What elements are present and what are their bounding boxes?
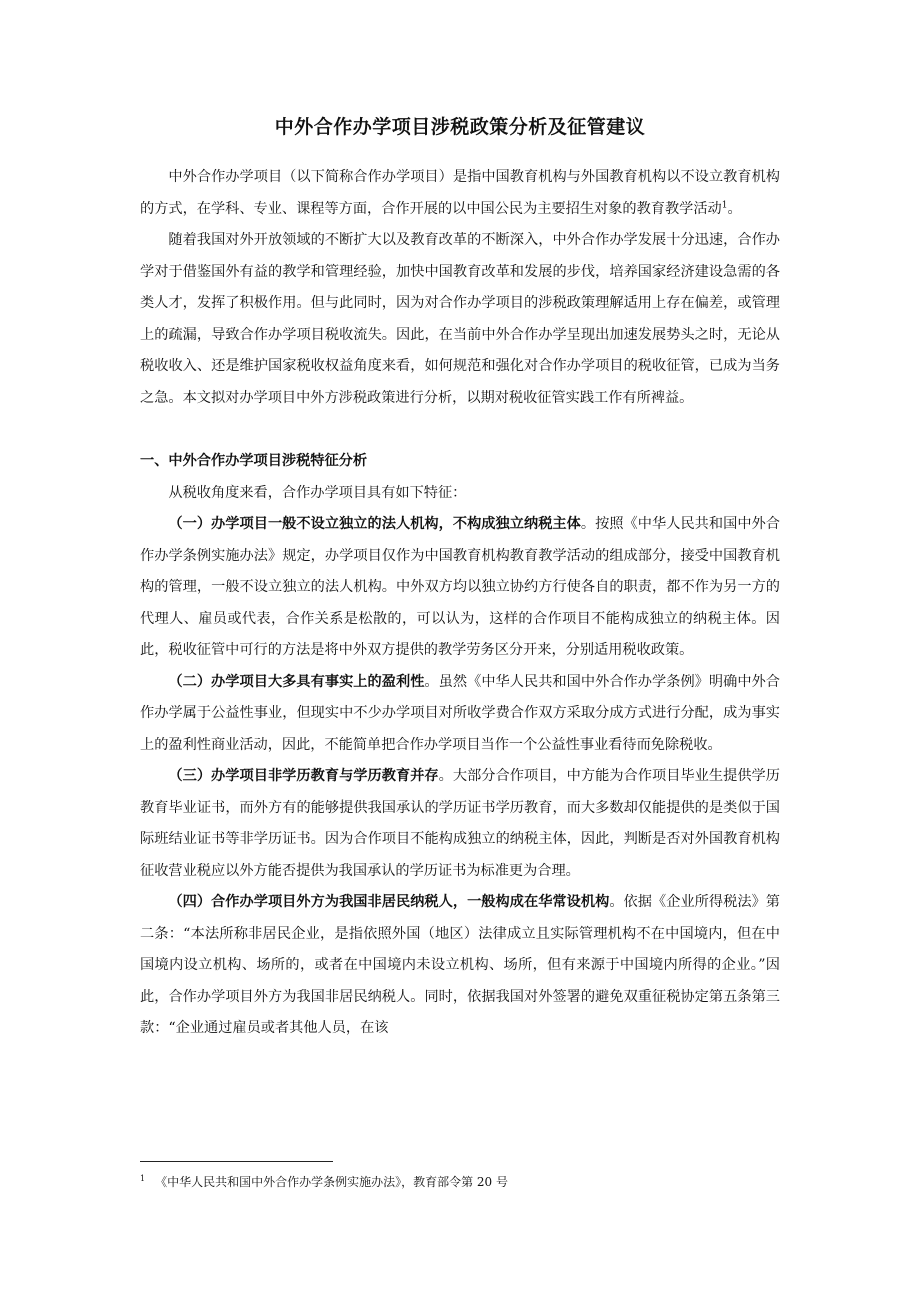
intro-paragraph-1 <box>140 162 780 225</box>
intro-paragraph-2: 随着我国对外开放领域的不断扩大以及教育改革的不断深入，中外合作办学发展十分迅速，合作办学对于借鉴国外有益的教学和管理经验，加快中国教育改革和发展的步伐，培养国家经济建设急需的各类人才，发挥了积极作用。但与此同时，因为对合作办学项目的涉税政策理解适用上存在偏差，或管理上的疏漏，导致合作办学项目税收流失。因此，在当前中外合作办学呈现出加速发展势头之时，无论从税收收入、还是维护国家税收权益角度来看，如何规范和强化对合作办学项目的税收征管，已成为当务之急。本文拟对办学项目中外方涉税政策进行分析，以期对税收征管实践工作有所裨益。 <box>140 232 780 406</box>
footnote-reference: 1 <box>721 199 728 210</box>
feature-text-1: 。按照《中华人民共和国中外合作办学条例实施办法》规定，办学项目仅作为中国教育机构教育教学活动的组成部分，接受中国教育机构的管理，一般不设立独立的法人机构。中外双方均以独立协约方行使各自的职责，都不作为另一方的代理人、雇员或代表，合作关系是松散的，可以认为，这样的合作项目不能构成独立的纳税主体。因此，税收征管中可行的方法是将中外双方提供的教学劳务区分开来，分别适用税收政策。 <box>140 516 780 658</box>
feature-text-2: 。虽然《中华人民共和国中外合作办学条例》明确中外合作办学属于公益性事业，但现实中不少办学项目对所收学费合作双方采取分成方式进行分配，成为事实上的盈利性商业活动，因此，不能简单把合作办学项目当作一个公益性事业看待而免除税收。 <box>140 673 780 753</box>
footnote-divider <box>140 1161 333 1162</box>
footnote-text: 《中华人民共和国中外合作办学条例实施办法》，教育部令第 20 号 <box>155 1175 508 1189</box>
footnote-mark: 1 <box>140 1174 146 1183</box>
feature-paragraph-1 <box>140 509 780 667</box>
feature-paragraph-3 <box>140 761 780 887</box>
section-heading: 一、中外合作办学项目涉税特征分析 <box>140 453 368 469</box>
feature-text-3: 。大部分合作项目，中方能为合作项目毕业生提供学历教育毕业证书，而外方有的能够提供我国承认的学历证书学历教育，而大多数却仅能提供的是类似于国际班结业证书等非学历证书。因为合作项目不能构成独立的纳税主体，因此，判断是否对外国教育机构征收营业税应以外方能否提供为我国承认的学历证书为标准更为合理。 <box>140 768 780 879</box>
document-title: 中外合作办学项目涉税政策分析及征管建议 <box>274 116 646 138</box>
feature-paragraph-2 <box>140 667 780 762</box>
feature-heading-1: （一）办学项目一般不设立独立的法人机构，不构成独立纳税主体 <box>168 516 581 532</box>
feature-heading-2: （二）办学项目大多具有事实上的盈利性 <box>168 673 425 690</box>
intro-paragraph-1-text: 中外合作办学项目（以下简称合作办学项目）是指中国教育机构与外国教育机构以不设立教育机构的方式，在学科、专业、课程等方面，合作开展的以中国公民为主要招生对象的教育教学活动 <box>140 169 780 217</box>
footnote <box>140 1170 780 1191</box>
feature-paragraph-4 <box>140 887 780 1045</box>
section-lead: 从税收角度来看，合作办学项目具有如下特征： <box>168 484 467 501</box>
feature-text-4: 。依据《企业所得税法》第二条：“本法所称非居民企业，是指依照外国（地区）法律成立且实际管理机构不在中国境内，但在中国境内设立机构、场所的，或者在中国境内未设立机构、场所，但有来源于中国境内所得的企业。”因此，合作办学项目外方为我国非居民纳税人。同时，依据我国对外签署的避免双重征税协定第五条第三款：“企业通过雇员或者其他人员，在该 <box>140 894 780 1036</box>
document-body <box>140 162 780 1045</box>
feature-heading-3: （三）办学项目非学历教育与学历教育并存 <box>168 768 439 784</box>
feature-heading-4: （四）合作办学项目外方为我国非居民纳税人，一般构成在华常设机构 <box>168 894 610 910</box>
intro-paragraph-1-end: 。 <box>727 200 742 217</box>
